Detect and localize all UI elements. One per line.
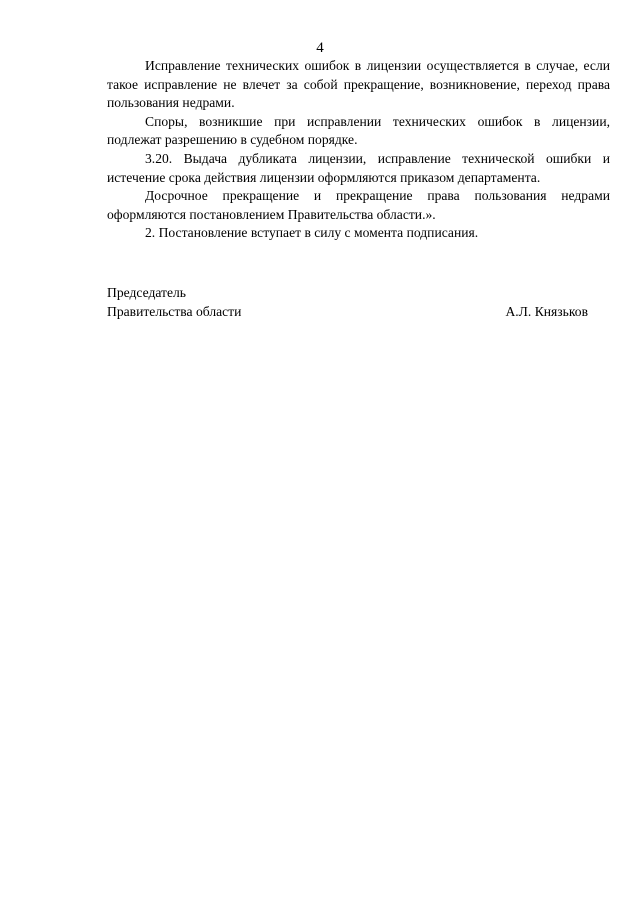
signature-block <box>107 284 588 321</box>
paragraph-disputes: Споры, возникшие при исправлении технических ошибок в лицензии, подлежат разрешению в судебном порядке. <box>107 113 610 148</box>
paragraph-3-20: 3.20. Выдача дубликата лицензии, исправление технической ошибки и истечение срока действия лицензии оформляются приказом департамента. <box>107 150 610 185</box>
paragraph-early-termination: Досрочное прекращение и прекращение права пользования недрами оформляются постановлением Правительства области.». <box>107 188 610 222</box>
paragraph-technical-errors: Исправление технических ошибок в лицензии осуществляется в случае, если такое исправление не влечет за собой прекращение, возникновение, переход права пользования недрами. <box>107 58 610 111</box>
signature-position-line1: Председатель <box>107 285 186 300</box>
signatory-name: А.Л. Князьков <box>505 303 588 319</box>
document-body <box>107 57 610 243</box>
page-number: 4 <box>316 40 324 56</box>
paragraph-effective-date: 2. Постановление вступает в силу с момента подписания. <box>145 225 479 241</box>
signature-position-line2: Правительства области <box>107 303 242 319</box>
signature-row <box>107 303 588 322</box>
